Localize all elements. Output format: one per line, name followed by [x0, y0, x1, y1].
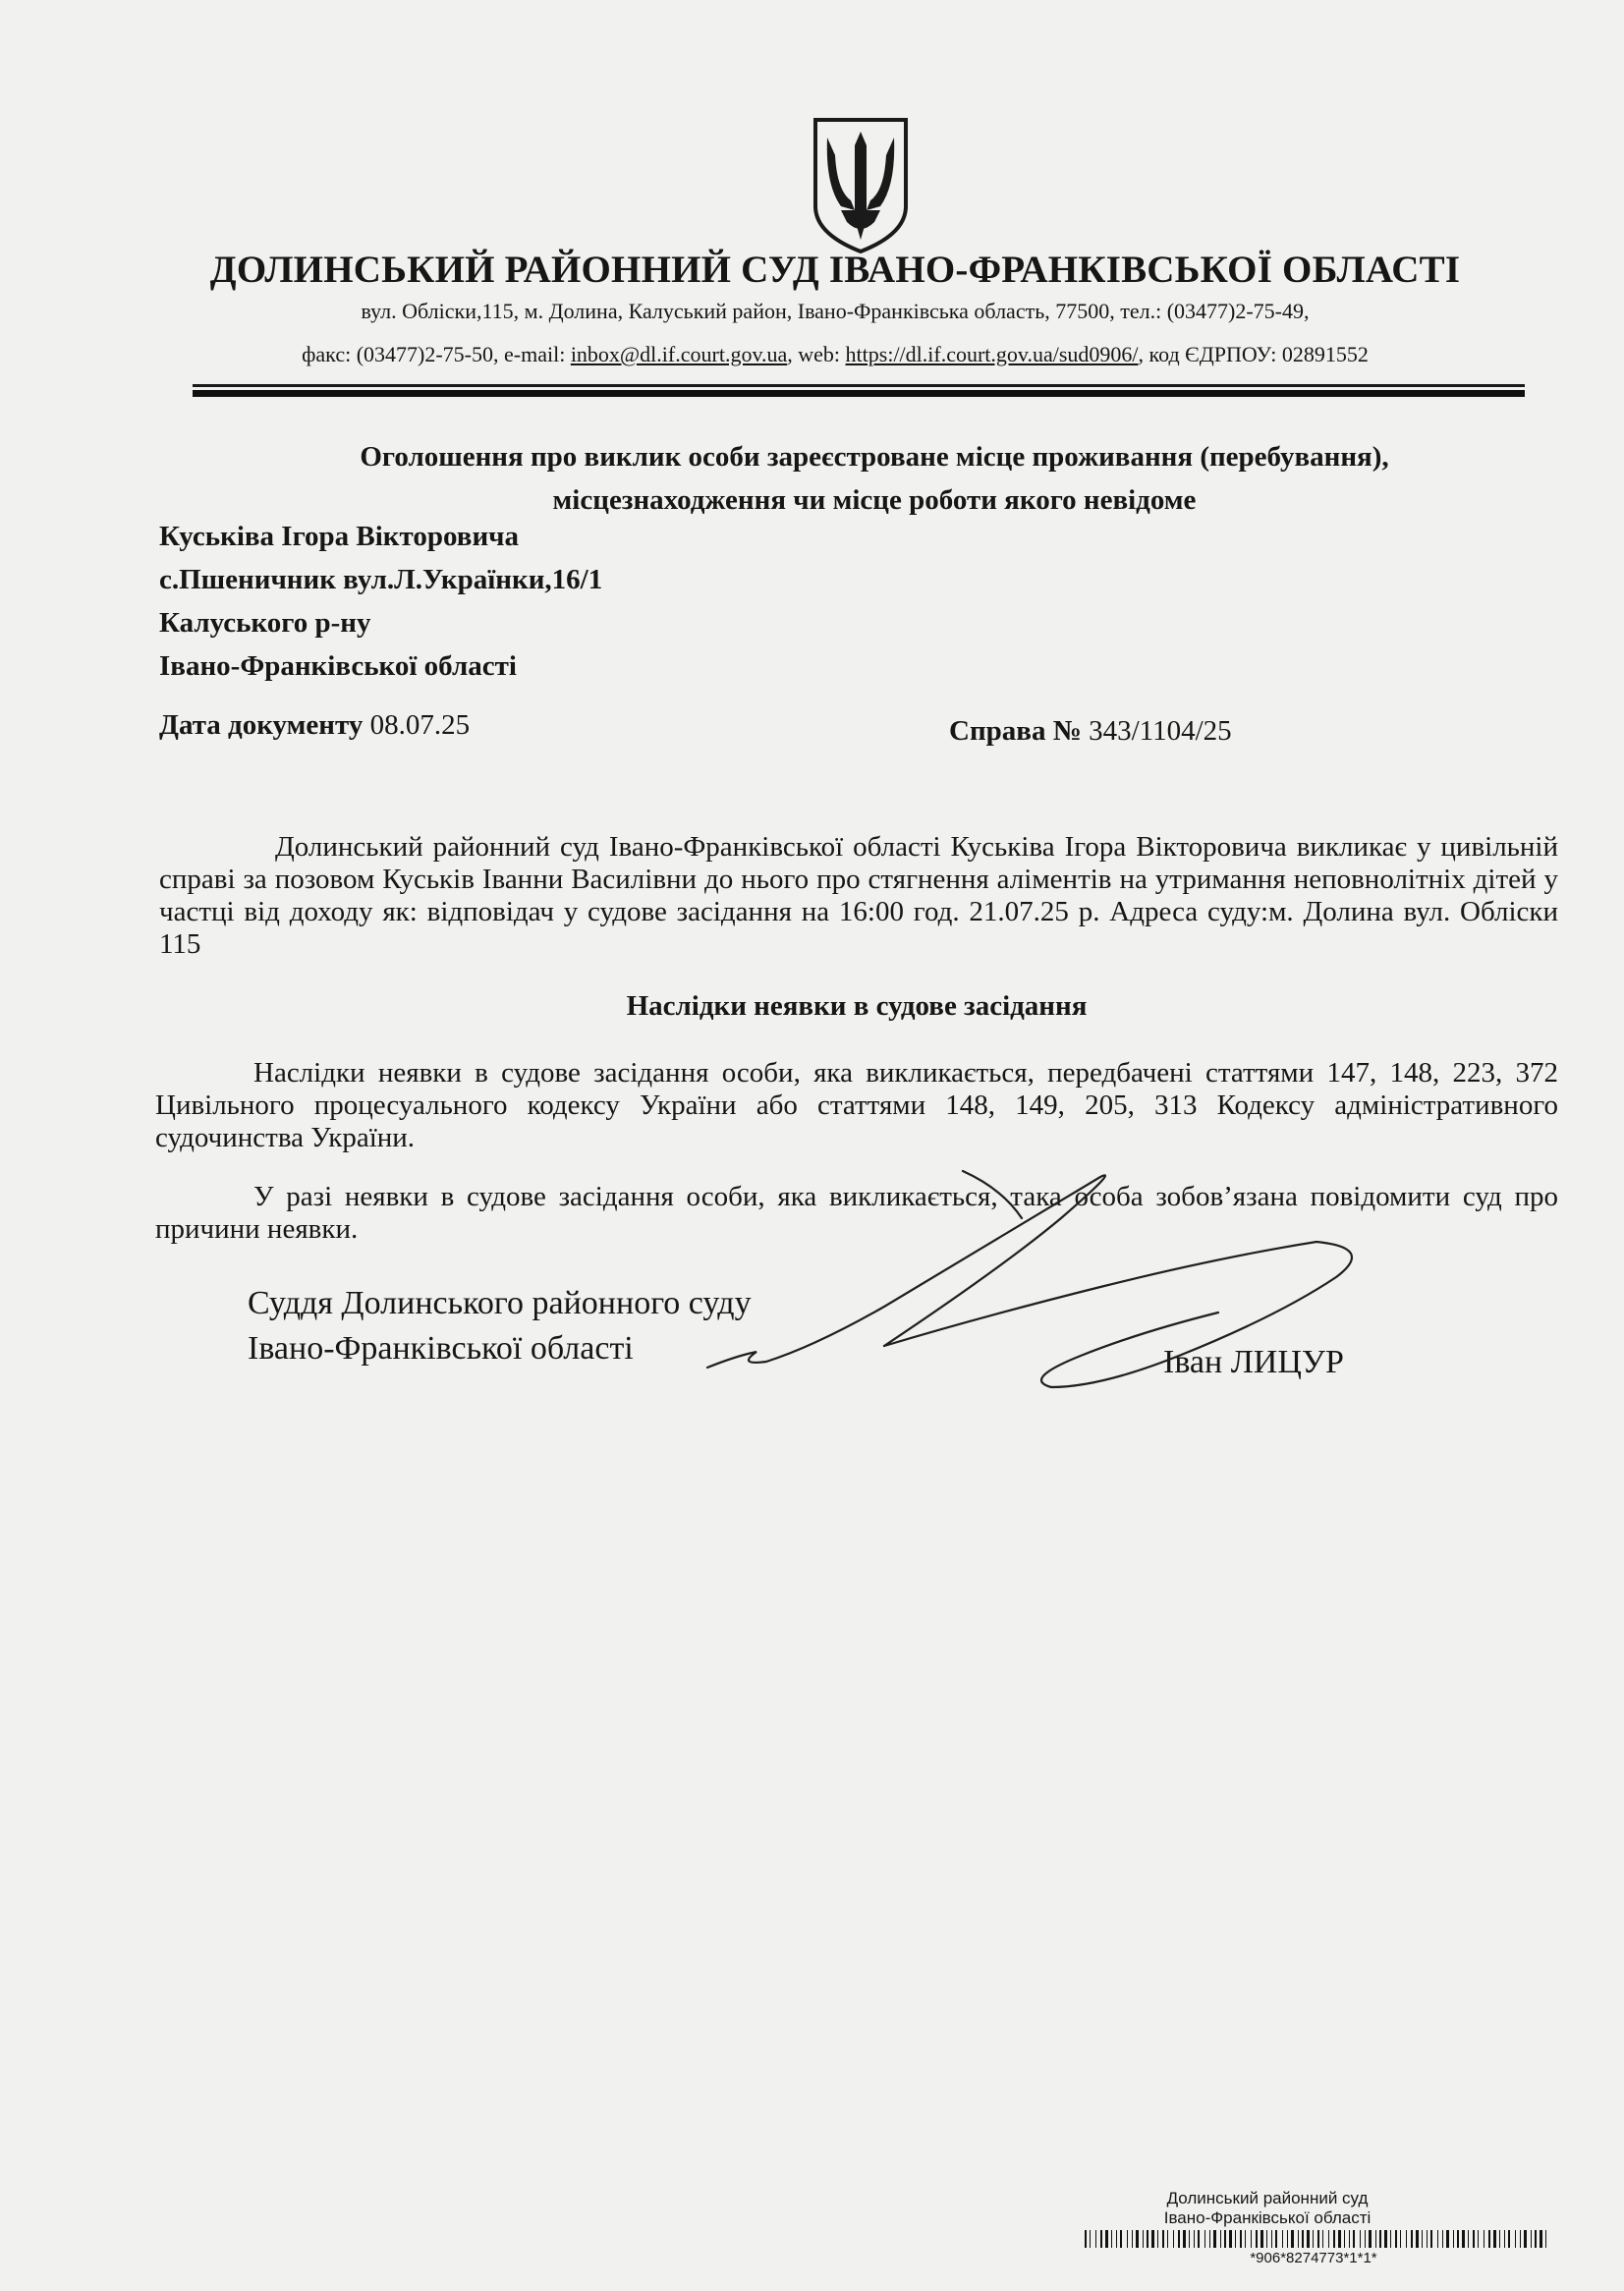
recipient-name: Куськіва Ігора Вікторовича [159, 521, 520, 552]
recipient-block [159, 515, 602, 688]
document-date [159, 709, 470, 742]
header-divider-thick [193, 390, 1525, 397]
web-link[interactable]: https://dl.if.court.gov.ua/sud0906/ [845, 342, 1139, 366]
registry-stamp [1120, 2189, 1415, 2228]
fax-label: факс: (03477)2-75-50, e-mail: [302, 342, 571, 366]
judge-title-line1: Суддя Долинського районного суду [248, 1285, 752, 1321]
handwritten-signature [589, 1159, 1395, 1415]
web-label: , web: [787, 342, 846, 366]
consequences-heading: Наслідки неявки в судове засідання [626, 990, 1088, 1022]
barcode-code: *906*8274773*1*1* [1250, 2250, 1377, 2266]
case-number [949, 715, 1232, 748]
email-link[interactable]: inbox@dl.if.court.gov.ua [570, 342, 788, 366]
recipient-region: Івано-Франківської області [159, 650, 517, 682]
document-date-value: 08.07.25 [363, 709, 471, 741]
court-contacts [147, 342, 1523, 367]
registry-court-line2: Івано-Франківської області [1163, 2208, 1372, 2227]
trident-emblem-icon [812, 116, 910, 255]
recipient-district: Калуського р-ну [159, 607, 371, 639]
summons-paragraph: Долинський районний суд Івано-Франківської області Куськіва Ігора Вікторовича викликає у цивільній справі за позовом Куськів Іванни Василівни до нього про стягнення аліментів на утримання неповнолітніх дітей у частці від доходу як: відповідач у судове засідання на 16:00 год. 21.07.25 р. Адреса суду:м. Долина вул. Обліски 115 [159, 831, 1558, 960]
header-divider-thin [193, 384, 1525, 387]
edrpou-code: , код ЄДРПОУ: 02891552 [1138, 342, 1369, 366]
judge-title-line2: Івано-Франківської області [248, 1330, 634, 1367]
judge-name: Іван ЛИЦУР [1163, 1344, 1344, 1380]
document-date-label: Дата документу [159, 709, 364, 741]
notice-title [157, 435, 1592, 522]
notice-title-line2: місцезнаходження чи місце роботи якого невідоме [552, 484, 1197, 516]
recipient-street: с.Пшеничник вул.Л.Українки,16/1 [159, 564, 603, 595]
registry-court-line1: Долинський районний суд [1166, 2189, 1369, 2207]
notice-title-line1: Оголошення про виклик особи зареєстроване місце проживання (перебування), [360, 441, 1389, 473]
case-number-label: Справа № [949, 715, 1082, 747]
court-name: ДОЛИНСЬКИЙ РАЙОННИЙ СУД ІВАНО-ФРАНКІВСЬКОЇ ОБЛАСТІ [209, 249, 1461, 291]
court-address: вул. Обліски,115, м. Долина, Калуський район, Івано-Франківська область, 77500, тел.: (03477)2-75-49, [361, 299, 1310, 323]
absence-paragraph: У разі неявки в судове засідання особи, яка викликається, така особа зобов’язана повідомити суд про причини неявки. [155, 1181, 1558, 1245]
consequences-paragraph: Наслідки неявки в судове засідання особи, яка викликається, передбачені статтями 147, 148, 223, 372 Цивільного процесуального кодексу України або статтями 148, 149, 205, 313 Кодексу адміністративного судочинства України. [155, 1057, 1558, 1153]
barcode [1085, 2230, 1546, 2248]
case-number-value: 343/1104/25 [1081, 715, 1232, 747]
